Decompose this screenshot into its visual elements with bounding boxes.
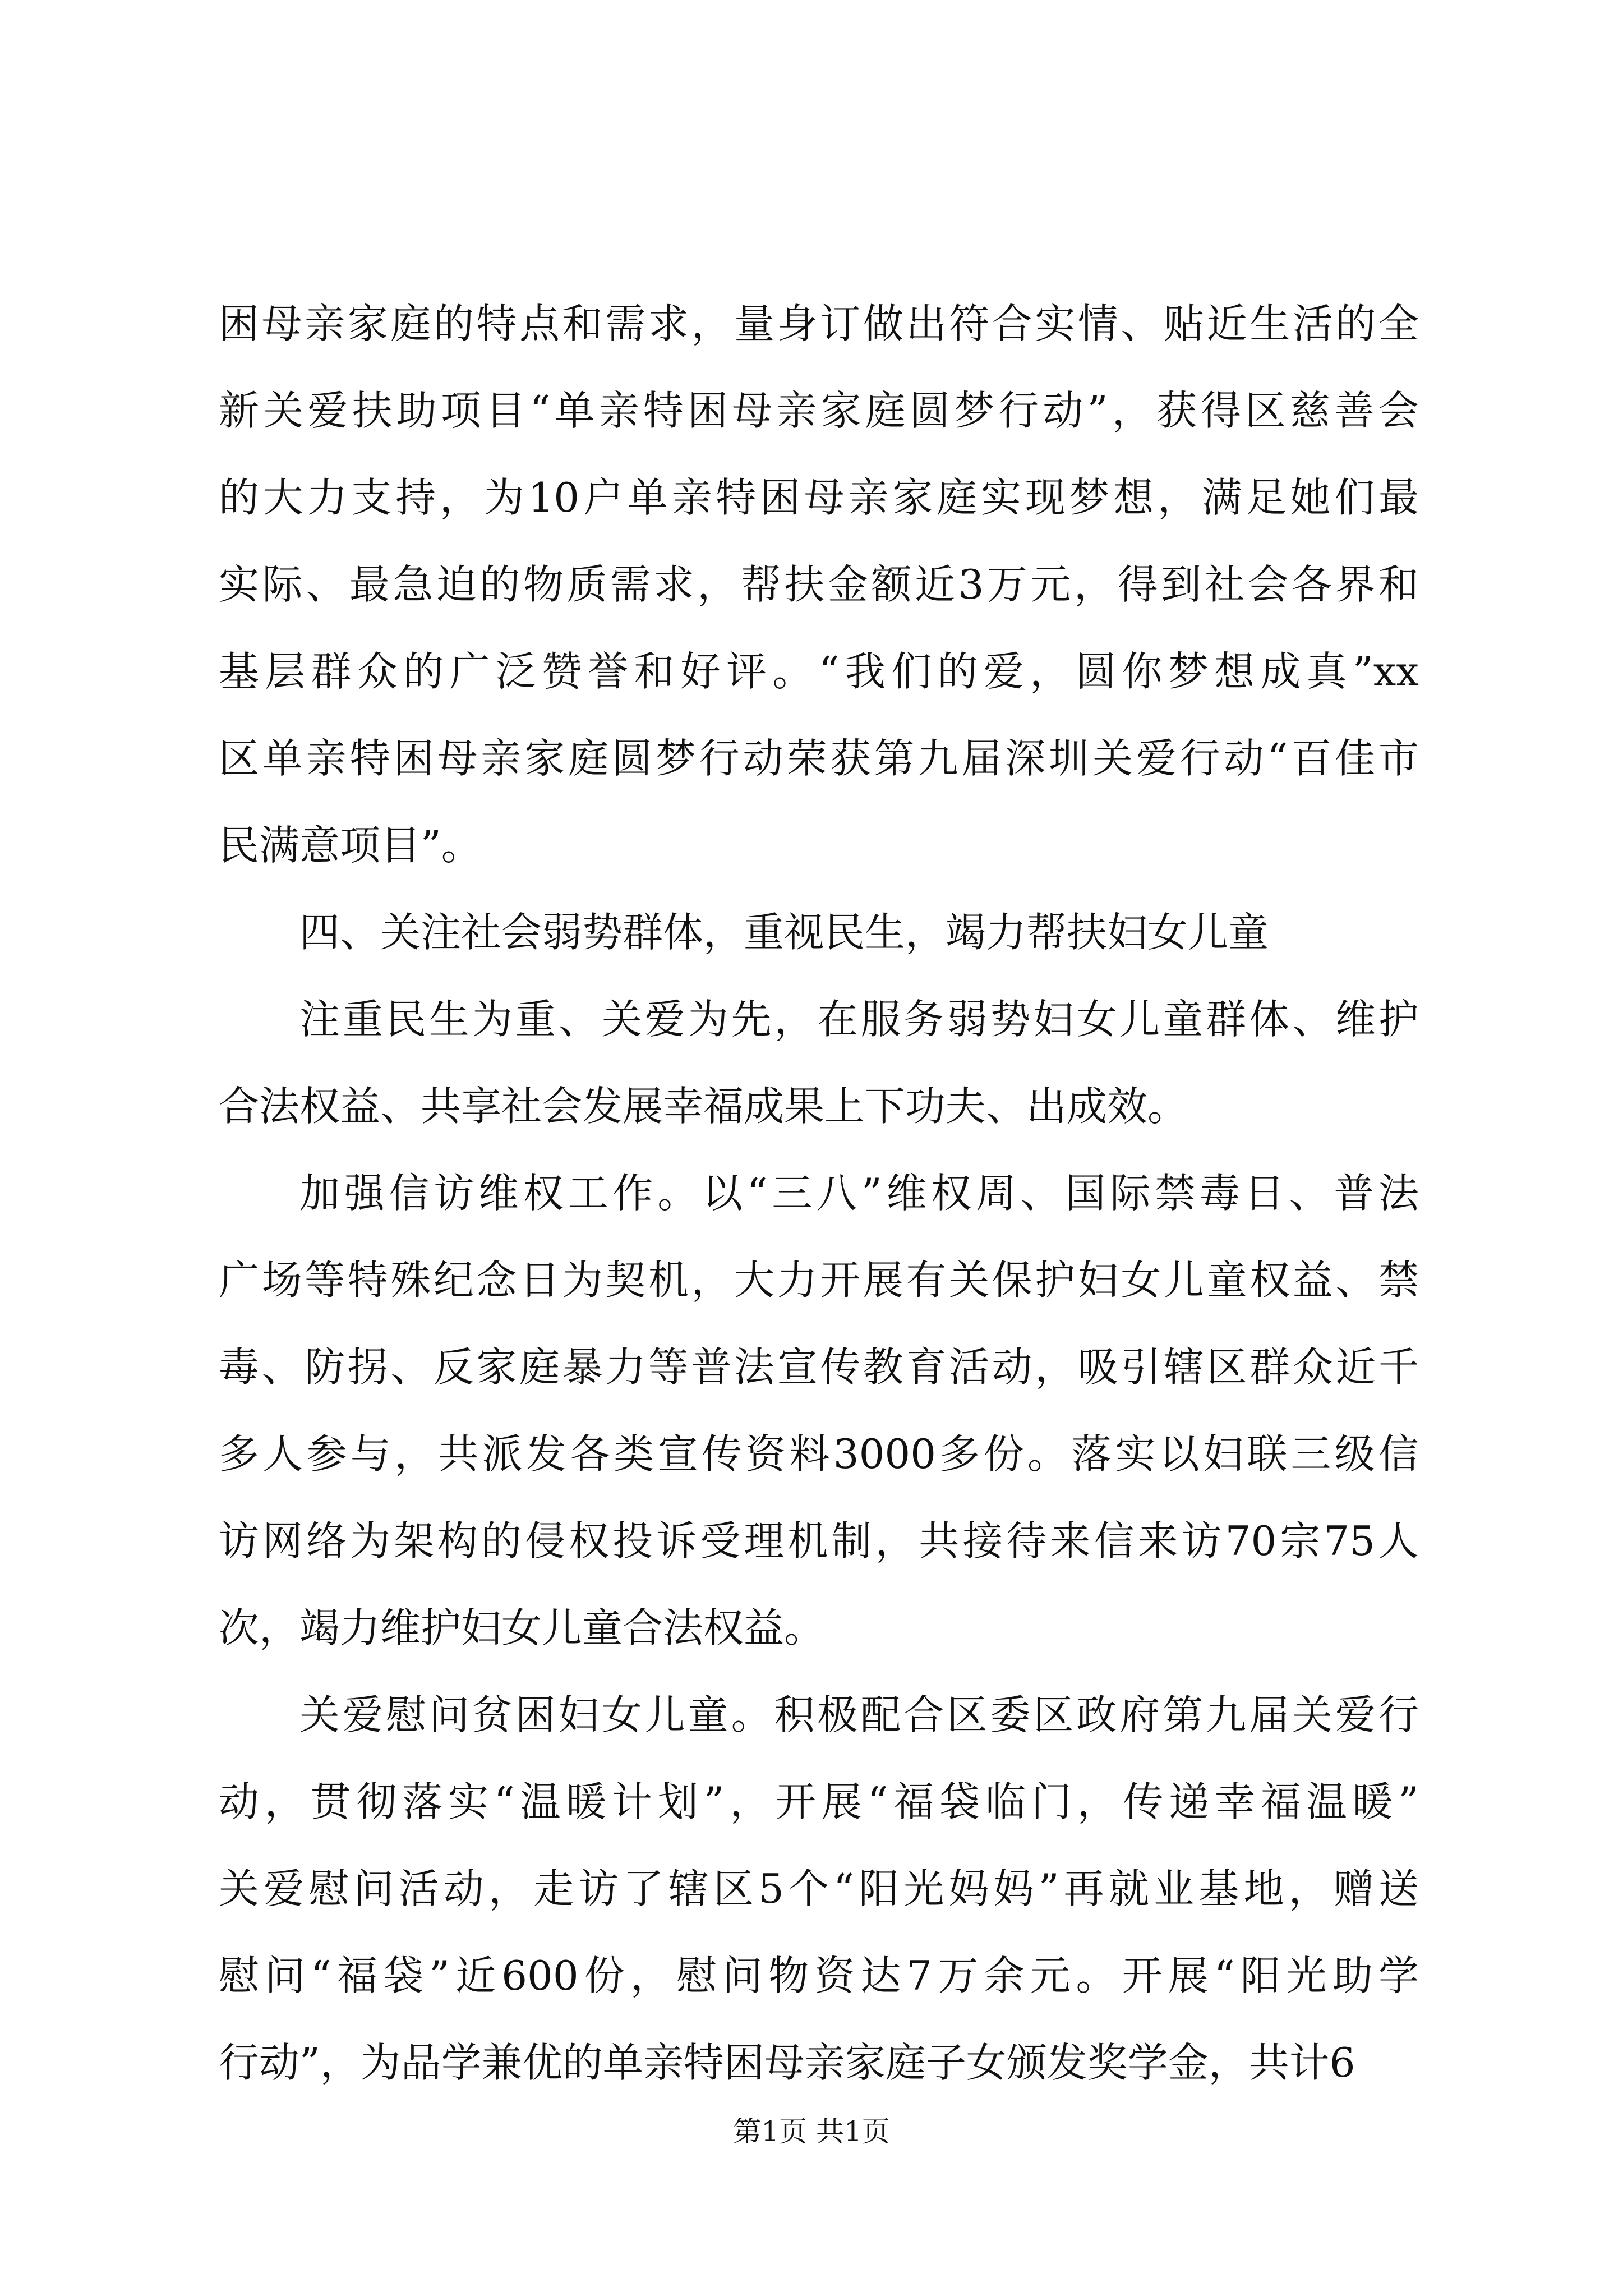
text-line: 困母亲家庭的特点和需求，量身订做出符合实情、贴近生活的全 bbox=[219, 300, 1419, 347]
text-line: 访网络为架构的侵权投诉受理机制，共接待来信来访70宗75人 bbox=[219, 1517, 1419, 1565]
text-line: 关爱慰问活动，走访了辖区5个“阳光妈妈”再就业基地，赠送 bbox=[219, 1865, 1419, 1912]
text-line: 四、关注社会弱势群体，重视民生，竭力帮扶妇女儿童 bbox=[299, 909, 1269, 956]
paragraph bbox=[219, 1672, 1419, 2106]
paragraph bbox=[219, 280, 1419, 889]
text-line: 基层群众的广泛赞誉和好评。“我们的爱，圆你梦想成真”xx bbox=[219, 648, 1419, 695]
text-line: 合法权益、共享社会发展幸福成果上下功夫、出成效。 bbox=[219, 1083, 1188, 1130]
text-line: 加强信访维权工作。以“三八”维权周、国际禁毒日、普法 bbox=[299, 1170, 1419, 1217]
text-line: 毒、防拐、反家庭暴力等普法宣传教育活动，吸引辖区群众近千 bbox=[219, 1343, 1419, 1391]
text-line: 的大力支持，为10户单亲特困母亲家庭实现梦想，满足她们最 bbox=[219, 474, 1419, 521]
paragraph bbox=[219, 889, 1419, 976]
text-line: 次，竭力维护妇女儿童合法权益。 bbox=[219, 1604, 825, 1651]
text-line: 广场等特殊纪念日为契机，大力开展有关保护妇女儿童权益、禁 bbox=[219, 1257, 1419, 1304]
text-line: 新关爱扶助项目“单亲特困母亲家庭圆梦行动”，获得区慈善会 bbox=[219, 387, 1419, 434]
text-line: 民满意项目”。 bbox=[219, 822, 482, 869]
text-line: 实际、最急迫的物质需求，帮扶金额近3万元，得到社会各界和 bbox=[219, 561, 1419, 608]
paragraph bbox=[219, 1150, 1419, 1672]
text-line: 多人参与，共派发各类宣传资料3000多份。落实以妇联三级信 bbox=[219, 1430, 1419, 1478]
text-line: 行动”，为品学兼优的单亲特困母亲家庭子女颁发奖学金，共计6 bbox=[219, 2039, 1355, 2086]
text-line: 慰问“福袋”近600份，慰问物资达7万余元。开展“阳光助学 bbox=[219, 1952, 1419, 1999]
text-line: 注重民生为重、关爱为先，在服务弱势妇女儿童群体、维护 bbox=[299, 996, 1419, 1043]
paragraph bbox=[219, 976, 1419, 1150]
document-body bbox=[219, 280, 1419, 2106]
page-footer: 第1页 共1页 bbox=[733, 2115, 890, 2148]
text-line: 动，贯彻落实“温暖计划”，开展“福袋临门，传递幸福温暖” bbox=[219, 1778, 1419, 1825]
text-line: 区单亲特困母亲家庭圆梦行动荣获第九届深圳关爱行动“百佳市 bbox=[219, 735, 1419, 782]
text-line: 关爱慰问贫困妇女儿童。积极配合区委区政府第九届关爱行 bbox=[299, 1691, 1419, 1738]
